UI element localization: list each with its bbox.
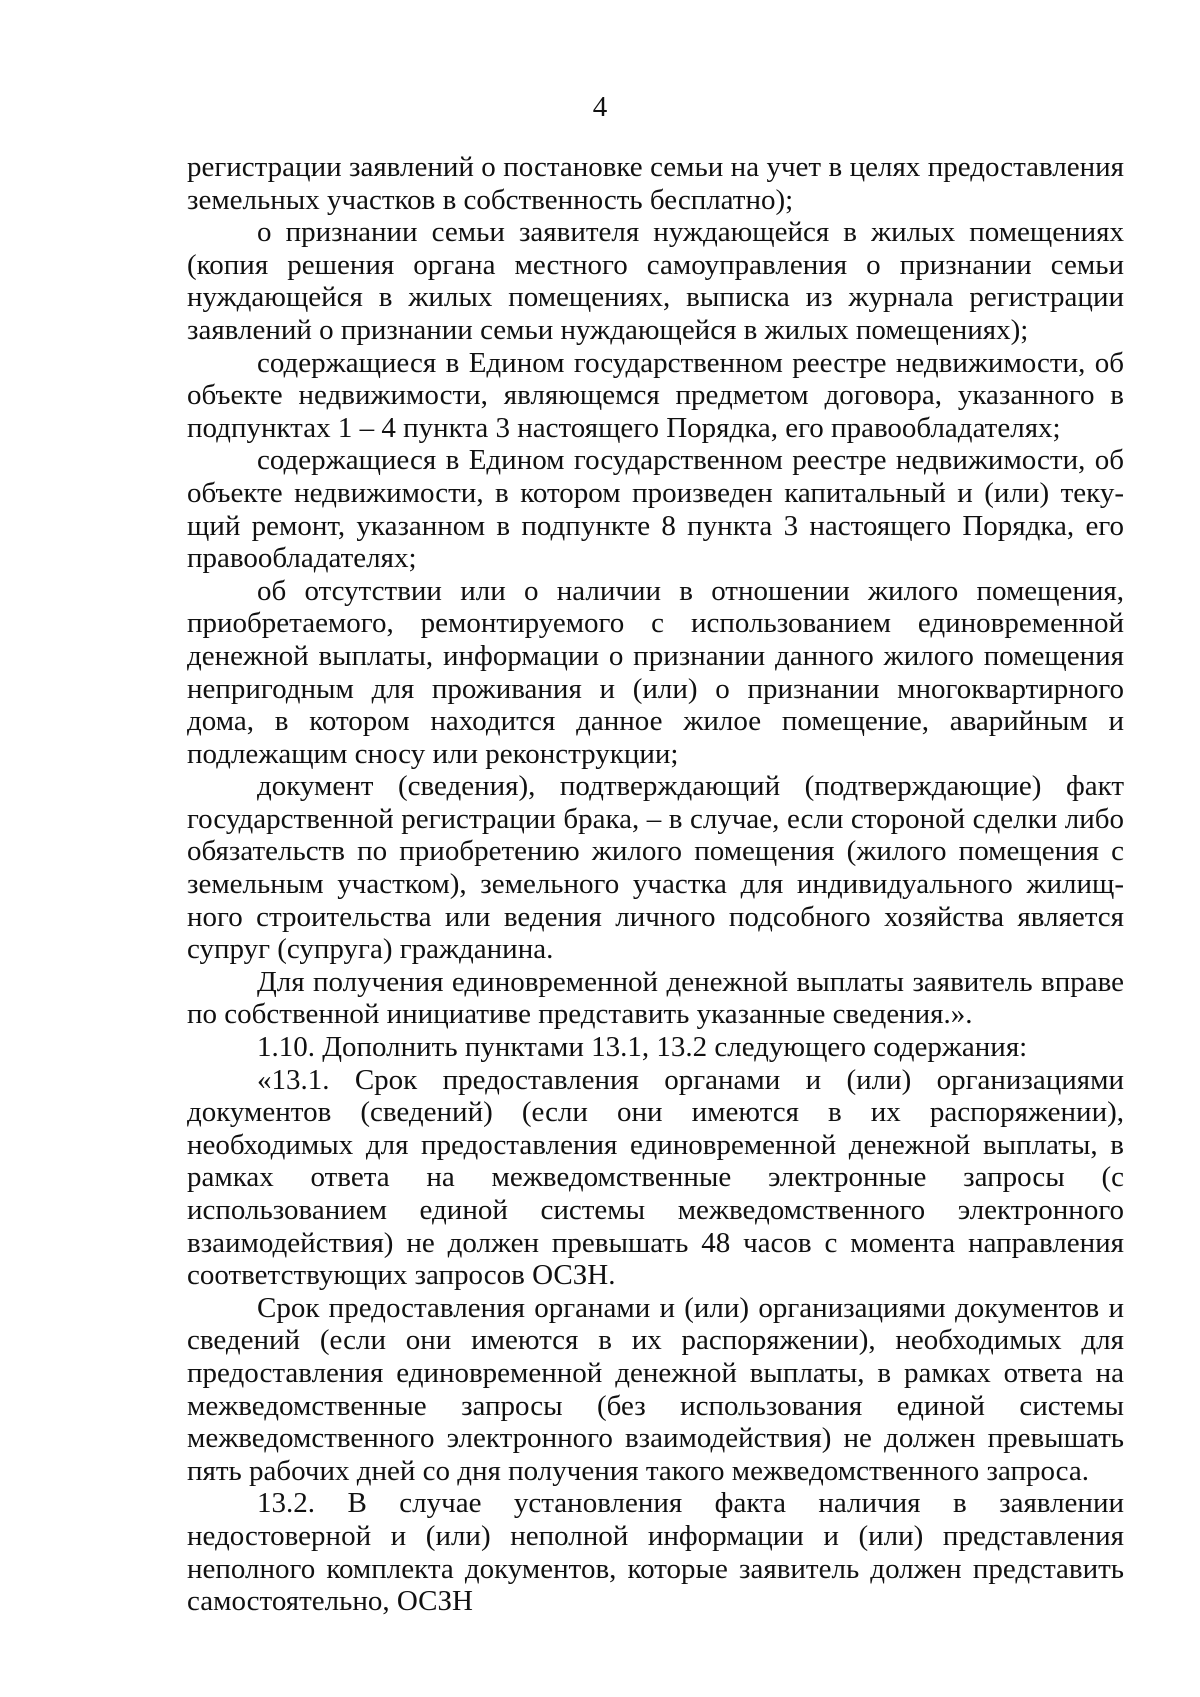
paragraph-item-1-10: 1.10. Дополнить пунктами 13.1, 13.2 следующего содержания: — [257, 1031, 1028, 1064]
paragraph-own-initiative: Для получения единовременной денежной выплаты заявитель вправе по собственной инициативе представить указанные сведения.». — [187, 965, 1124, 1031]
paragraph-family-needs-housing: о признании семьи заявителя нуждающейся в жилых помещениях (копия решения органа местного самоуправления о признании семьи нуждающейся в жилых помещениях, выписка из журнала регистрации заявлений о признании семьи нуждающейся в жилых помещениях); — [187, 216, 1124, 346]
paragraph-continuation: регистрации заявлений о постановке семьи на учет в целях предоставления земельных участков в собственность бесплатно); — [187, 151, 1124, 216]
document-body — [187, 151, 1124, 1618]
paragraph-item-13-1-second: Срок предоставления органами и (или) организациями документов и сведений (если они имеются в их распоряжении), необходимых для предоставления единовременной денежной выплаты, в рамках ответа на межведомственные запросы (без использования единой системы межведомственного электронного взаимодействия) не должен превышать пять рабочих дней со дня получения такого межведомственного запроса. — [187, 1291, 1124, 1487]
paragraph-item-13-2: 13.2. В случае установления факта наличия в заявлении недостоверной и (или) неполной информации и (или) представления неполного комплекта документов, которые заявитель должен представить самостоятельно, ОСЗН — [187, 1487, 1124, 1618]
paragraph-egrn-repair-object: содержащиеся в Едином государственном реестре недвижимости, об объекте недвижимости, в котором произведен капитальный и (или) текущий ремонт, указанном в подпункте 8 пункта 3 настоящего Порядка, его правообладателях; — [187, 444, 1124, 575]
paragraph-egrn-contract-object: содержащиеся в Едином государственном реестре недвижимости, об объекте недвижимости, являющемся предметом договора, указанного в подпунктах 1 – 4 пункта 3 настоящего Порядка, его правообладателях; — [187, 346, 1124, 444]
paragraph-unfit-dwelling: об отсутствии или о наличии в отношении жилого помещения, приобретаемого, ремонтируемого с использованием единовременной денежной выплаты, информации о признании данного жилого помещения непригодным для проживания и (или) о признании многоквартирного дома, в котором находится данное жилое помещение, аварийным и подлежащим сносу или реконструкции; — [187, 574, 1124, 770]
paragraph-item-13-1: «13.1. Срок предоставления органами и (или) организациями документов (сведений) (если они имеются в их распоряжении), необходимых для предоставления единовременной денежной выплаты, в рамках ответа на межведомственные электронные запросы (с использованием единой системы межведомственного электронного взаимодействия) не должен превышать 48 часов с момента направления соответствующих запросов ОСЗН. — [187, 1063, 1124, 1292]
page-number: 4 — [592, 91, 608, 123]
paragraph-marriage-document: документ (сведения), подтверждающий (подтверждающие) факт государственной регистрации брака, – в случае, если стороной сделки либо обязательств по приобретению жилого помещения (жилого помещения с земельным участком), земельного участка для индивидуального жилищного строительства или ведения личного подсобного хозяйства является супруг (супруга) гражданина. — [187, 770, 1124, 966]
